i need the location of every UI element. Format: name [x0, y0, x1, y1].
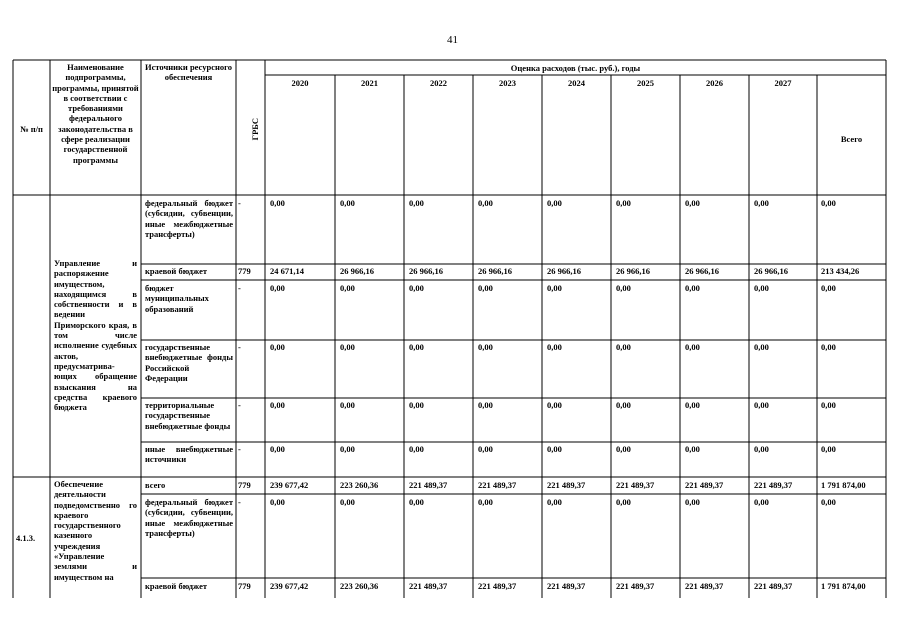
value-cell: 26 966,16: [685, 266, 719, 276]
value-cell: 0,00: [340, 444, 355, 454]
year-2020: 2020: [291, 78, 309, 88]
value-cell: 0,00: [409, 497, 424, 507]
value-cell: 0,00: [685, 342, 700, 352]
total-cell: 0,00: [821, 444, 836, 454]
value-cell: 0,00: [616, 444, 631, 454]
source-label: краевой бюджет: [145, 581, 208, 591]
year-2023: 2023: [499, 78, 516, 88]
total-cell: 0,00: [821, 198, 836, 208]
header-name: Наименование подпрограммы, программы, принятой в соответствии с требованиями федерального законодательства в сфере реализации государственной программы: [52, 62, 139, 165]
year-2025: 2025: [637, 78, 654, 88]
value-cell: 221 489,37: [409, 480, 448, 490]
value-cell: 0,00: [340, 497, 355, 507]
value-cell: 0,00: [409, 342, 424, 352]
year-2021: 2021: [361, 78, 378, 88]
value-cell: 0,00: [409, 198, 424, 208]
source-label: краевой бюджет: [145, 266, 208, 276]
grbs-code: -: [238, 198, 241, 208]
value-cell: 0,00: [270, 400, 285, 410]
value-cell: 221 489,37: [685, 581, 724, 591]
total-cell: 213 434,26: [821, 266, 860, 276]
grbs-code: -: [238, 342, 241, 352]
grbs-code: 779: [238, 266, 251, 276]
value-cell: 0,00: [685, 283, 700, 293]
value-cell: 26 966,16: [340, 266, 374, 276]
value-cell: 221 489,37: [547, 480, 586, 490]
value-cell: 0,00: [340, 400, 355, 410]
value-cell: 221 489,37: [478, 581, 517, 591]
value-cell: 26 966,16: [478, 266, 512, 276]
value-cell: 0,00: [754, 497, 769, 507]
value-cell: 0,00: [478, 283, 493, 293]
year-2024: 2024: [568, 78, 585, 88]
value-cell: 223 260,36: [340, 480, 379, 490]
value-cell: 0,00: [478, 444, 493, 454]
year-2022: 2022: [430, 78, 447, 88]
total-cell: 1 791 874,00: [821, 480, 866, 490]
block2-num: 4.1.3.: [16, 533, 36, 543]
value-cell: 26 966,16: [616, 266, 650, 276]
value-cell: 0,00: [754, 283, 769, 293]
value-cell: 0,00: [270, 497, 285, 507]
value-cell: 24 671,14: [270, 266, 304, 276]
value-cell: 0,00: [685, 198, 700, 208]
value-cell: 0,00: [754, 198, 769, 208]
source-label: иные внебюджетные источники: [145, 444, 233, 465]
value-cell: 221 489,37: [685, 480, 724, 490]
value-cell: 0,00: [754, 444, 769, 454]
value-cell: 221 489,37: [616, 581, 655, 591]
value-cell: 0,00: [685, 400, 700, 410]
grbs-code: -: [238, 497, 241, 507]
total-cell: 0,00: [821, 497, 836, 507]
block1-name: Управление и распоряжение имуществом, находящимся в собственности и в ведении Приморского края, в том числе исполнение судебных актов, предусматрива-ющих обращение взыскания на средства краевого бюджета: [54, 258, 137, 413]
value-cell: 0,00: [547, 400, 562, 410]
value-cell: 239 677,42: [270, 480, 309, 490]
header-num: № п/п: [20, 124, 43, 134]
total-cell: 0,00: [821, 400, 836, 410]
total-cell: 1 791 874,00: [821, 581, 866, 591]
source-label: территориальные государственные внебюджетные фонды: [145, 400, 231, 431]
value-cell: 26 966,16: [754, 266, 788, 276]
grbs-code: -: [238, 444, 241, 454]
value-cell: 0,00: [478, 497, 493, 507]
value-cell: 0,00: [340, 198, 355, 208]
value-cell: 0,00: [270, 444, 285, 454]
page-number: 41: [447, 34, 458, 46]
grbs-code: -: [238, 400, 241, 410]
grbs-code: -: [238, 283, 241, 293]
value-cell: 239 677,42: [270, 581, 309, 591]
grbs-code: 779: [238, 581, 251, 591]
value-cell: 0,00: [547, 283, 562, 293]
value-cell: 221 489,37: [754, 581, 793, 591]
value-cell: 0,00: [616, 400, 631, 410]
value-cell: 0,00: [616, 283, 631, 293]
source-label: всего: [145, 480, 166, 490]
value-cell: 221 489,37: [478, 480, 517, 490]
header-estimate: Оценка расходов (тыс. руб.), годы: [510, 63, 641, 73]
value-cell: 0,00: [409, 400, 424, 410]
value-cell: 0,00: [547, 198, 562, 208]
value-cell: 221 489,37: [754, 480, 793, 490]
source-label: бюджет муниципальных образований: [145, 283, 209, 314]
value-cell: 0,00: [616, 342, 631, 352]
value-cell: 0,00: [547, 444, 562, 454]
value-cell: 0,00: [409, 444, 424, 454]
value-cell: 221 489,37: [616, 480, 655, 490]
value-cell: 0,00: [685, 444, 700, 454]
block2-name: Обеспечение деятельности подведомственно го краевого государственного казенного учреждения «Управление землями и имуществом на: [54, 479, 137, 582]
value-cell: 26 966,16: [409, 266, 443, 276]
source-label: федеральный бюджет (субсидии, субвенции, иные межбюджетные трансферты): [145, 198, 233, 239]
value-cell: 0,00: [754, 342, 769, 352]
value-cell: 0,00: [270, 198, 285, 208]
year-2027: 2027: [774, 78, 792, 88]
value-cell: 0,00: [616, 198, 631, 208]
value-cell: 0,00: [547, 342, 562, 352]
value-cell: 0,00: [340, 283, 355, 293]
header-total: Всего: [840, 134, 863, 144]
total-cell: 0,00: [821, 283, 836, 293]
value-cell: 221 489,37: [409, 581, 448, 591]
value-cell: 221 489,37: [547, 581, 586, 591]
value-cell: 0,00: [478, 400, 493, 410]
value-cell: 0,00: [340, 342, 355, 352]
source-label: государственные внебюджетные фонды Российской Федерации: [145, 342, 233, 383]
value-cell: 26 966,16: [547, 266, 581, 276]
header-grbs: ГРБС: [250, 118, 260, 141]
value-cell: 0,00: [270, 283, 285, 293]
value-cell: 0,00: [547, 497, 562, 507]
value-cell: 0,00: [478, 198, 493, 208]
value-cell: 0,00: [685, 497, 700, 507]
value-cell: 0,00: [409, 283, 424, 293]
grbs-code: 779: [238, 480, 251, 490]
source-label: федеральный бюджет (субсидии, субвенции, иные межбюджетные трансферты): [145, 497, 233, 538]
value-cell: 0,00: [478, 342, 493, 352]
value-cell: 0,00: [270, 342, 285, 352]
value-cell: 0,00: [616, 497, 631, 507]
total-cell: 0,00: [821, 342, 836, 352]
header-source: Источники ресурсного обеспечения: [144, 62, 233, 83]
year-2026: 2026: [706, 78, 723, 88]
value-cell: 223 260,36: [340, 581, 379, 591]
value-cell: 0,00: [754, 400, 769, 410]
